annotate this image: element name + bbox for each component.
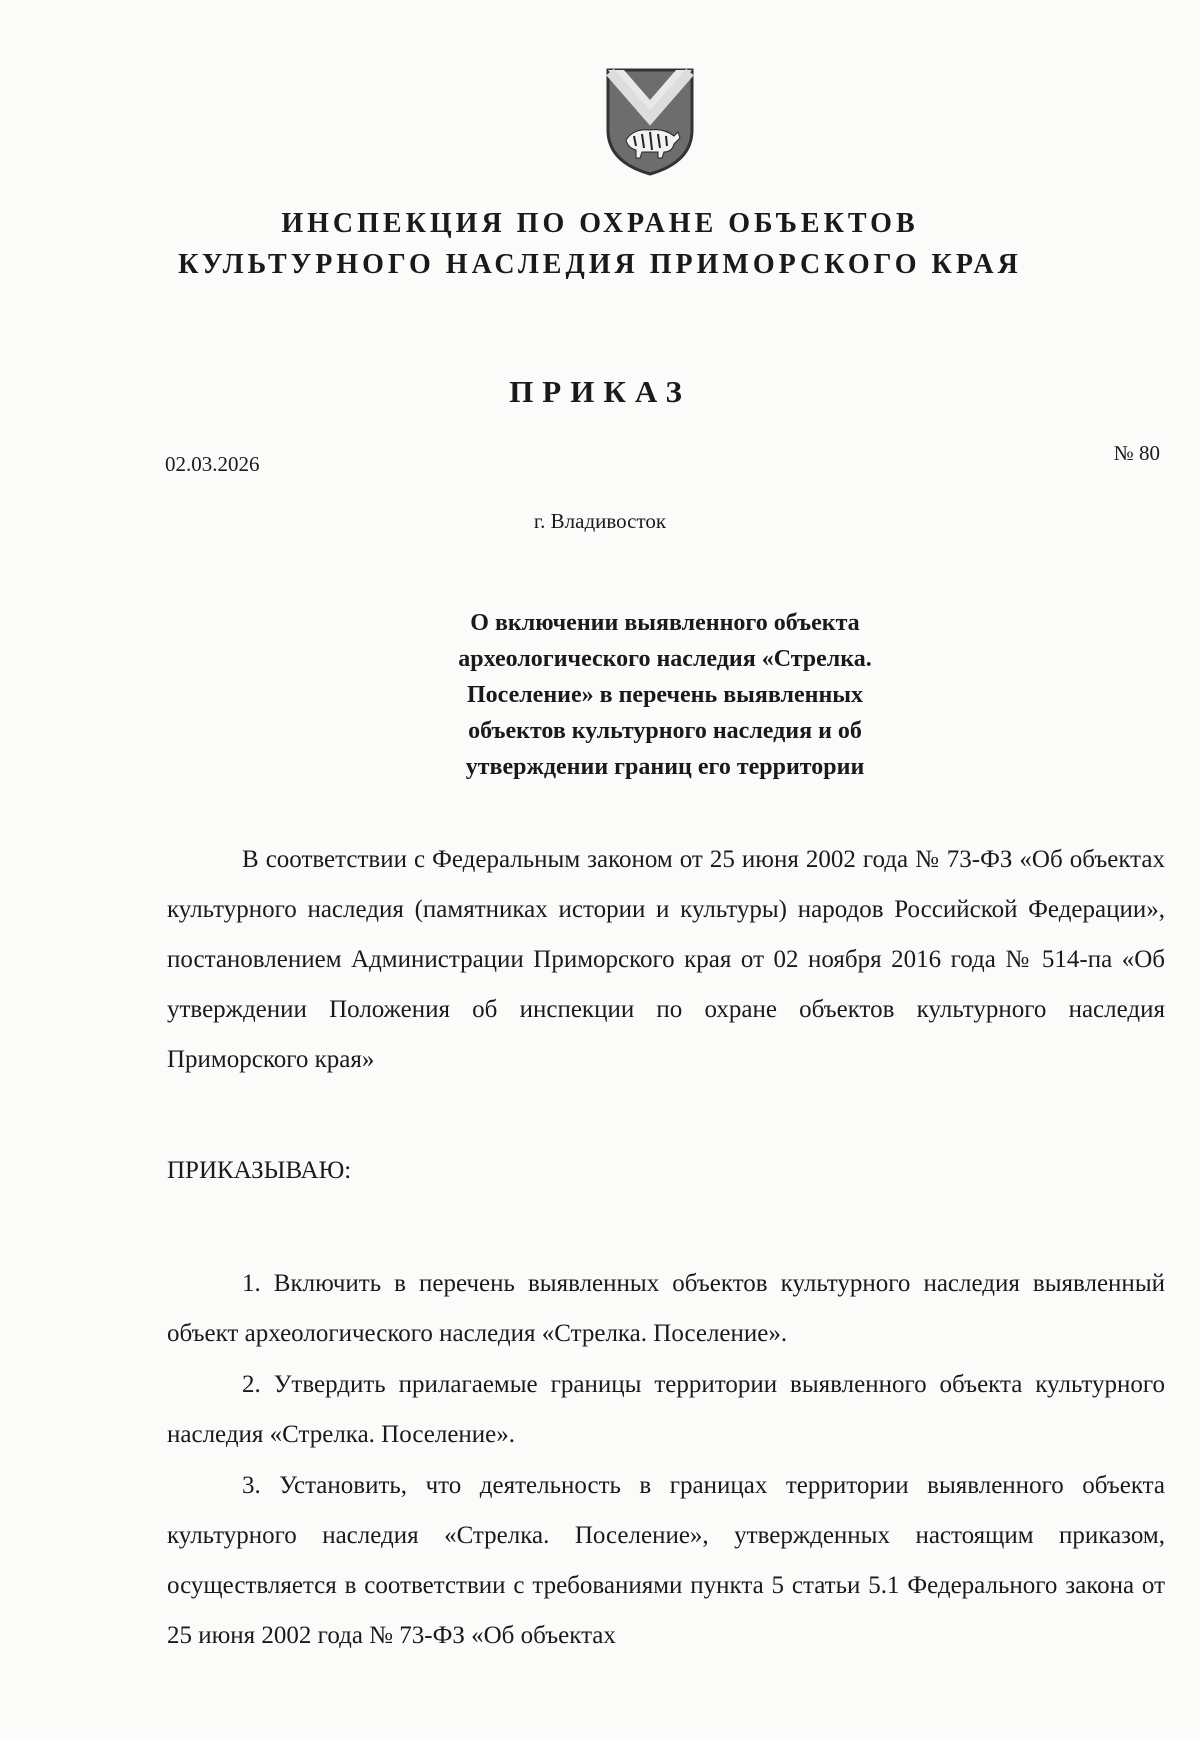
organization-name-line1: ИНСПЕКЦИЯ ПО ОХРАНЕ ОБЪЕКТОВ bbox=[281, 208, 919, 239]
order-item-1: 1. Включить в перечень выявленных объектов культурного наследия выявленный объект археологического наследия «Стрелка. Поселение». bbox=[167, 1270, 1165, 1347]
document-type-title: ПРИКАЗ bbox=[509, 374, 691, 409]
coat-of-arms-emblem bbox=[604, 66, 696, 178]
document-city: г. Владивосток bbox=[533, 509, 667, 533]
subject-line: утверждении границ его территории bbox=[465, 754, 865, 780]
preamble-paragraph: В соответствии с Федеральным законом от 25 июня 2002 года № 73-ФЗ «Об объектах культурного наследия (памятниках истории и культуры) народов Российской Федерации», постановлением Администрации Приморского края от 02 ноября 2016 года № 514-па «Об утверждении Положения об инспекции по охране объектов культурного наследия Приморского края» bbox=[167, 846, 1165, 1073]
subject-line: Поселение» в перечень выявленных bbox=[466, 682, 864, 708]
organization-name-line2: КУЛЬТУРНОГО НАСЛЕДИЯ ПРИМОРСКОГО КРАЯ bbox=[178, 249, 1022, 280]
document-date: 02.03.2026 bbox=[165, 452, 260, 476]
order-item-2: 2. Утвердить прилагаемые границы территории выявленного объекта культурного наследия «Стрелка. Поселение». bbox=[167, 1371, 1165, 1448]
orders-label: ПРИКАЗЫВАЮ: bbox=[167, 1157, 352, 1184]
document-number: № 80 bbox=[1113, 441, 1160, 465]
subject-line: археологического наследия «Стрелка. bbox=[458, 646, 872, 672]
document-subject bbox=[400, 605, 930, 785]
subject-line: О включении выявленного объекта bbox=[470, 610, 860, 636]
subject-line: объектов культурного наследия и об bbox=[468, 718, 862, 744]
order-item-3: 3. Установить, что деятельность в границах территории выявленного объекта культурного наследия «Стрелка. Поселение», утвержденных настоящим приказом, осуществляется в соответствии с требованиями пункта 5 статьи 5.1 Федерального закона от 25 июня 2002 года № 73-ФЗ «Об объектах bbox=[167, 1472, 1165, 1649]
